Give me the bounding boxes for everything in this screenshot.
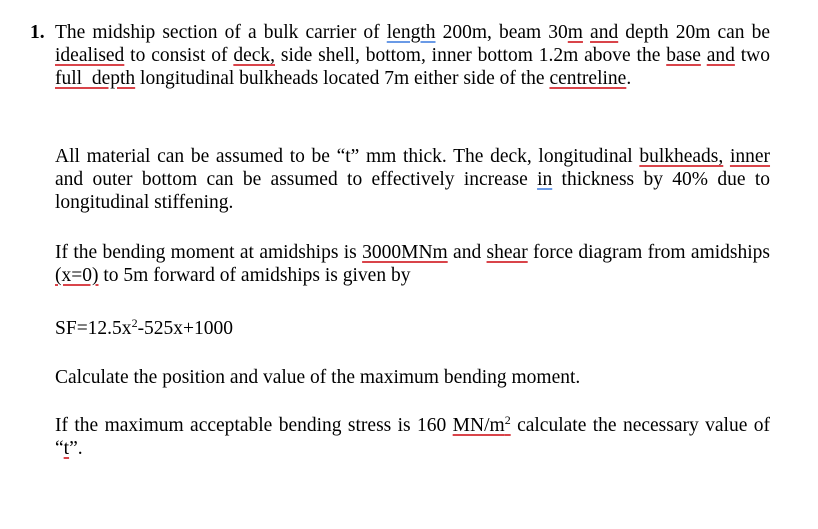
formula-suffix: -525x+1000	[137, 318, 234, 339]
spelling-flag-inner[interactable]: inner	[729, 146, 771, 167]
text-run	[723, 146, 730, 167]
text-run: All material can be assumed to be “t” mm thick. The deck, longitudinal	[55, 146, 640, 167]
bending-paragraph	[55, 241, 770, 287]
formula-prefix: SF=12.5x	[55, 318, 132, 339]
unit-exponent: 2	[504, 413, 511, 427]
text-run: to consist of	[124, 45, 234, 66]
text-run: and outer bottom can be assumed to effectively increase	[55, 169, 538, 190]
spelling-flag-idealised[interactable]: idealised	[55, 45, 125, 66]
grammar-flag-in[interactable]: in	[537, 169, 553, 190]
text-run: If the bending moment at amidships is	[55, 242, 363, 263]
spelling-flag-centreline[interactable]: centreline	[549, 68, 627, 89]
text-run: depth 20m can be	[618, 22, 770, 43]
intro-paragraph	[55, 21, 770, 90]
text-run: side shell, bottom, inner bottom 1.2m above the	[275, 45, 667, 66]
text-run: two	[734, 45, 770, 66]
text-run: to 5m forward of amidships is given by	[98, 265, 411, 286]
text-run: calculate the necessary value of “	[55, 415, 770, 459]
spelling-flag-mn-per-m2[interactable]	[453, 415, 511, 436]
calculate-instruction: Calculate the position and value of the maximum bending moment.	[55, 367, 581, 388]
spelling-flag-and-2[interactable]: and	[706, 45, 735, 66]
spelling-flag-and[interactable]: and	[590, 22, 619, 43]
spelling-flag-full-depth[interactable]: full depth	[55, 68, 136, 89]
spelling-flag-base[interactable]: base	[666, 45, 701, 66]
text-run: .	[626, 68, 632, 89]
spelling-flag-3000mnm[interactable]: 3000MNm	[362, 242, 448, 263]
material-paragraph	[55, 145, 770, 214]
text-run: If the maximum acceptable bending stress is 160	[55, 415, 453, 436]
text-run	[583, 22, 590, 43]
text-run: longitudinal bulkheads located 7m either side of the	[135, 68, 550, 89]
question-number: 1.	[30, 22, 45, 43]
spelling-flag-bulkheads[interactable]: bulkheads,	[639, 146, 724, 167]
text-run: force diagram from amidships	[527, 242, 770, 263]
text-run: 200m, beam 30	[435, 22, 568, 43]
text-run: thickness by 40% due to longitudinal stiffening.	[55, 169, 770, 213]
formula-exponent: 2	[131, 316, 138, 330]
text-run: ”.	[69, 438, 83, 459]
spelling-flag-deck[interactable]: deck,	[233, 45, 276, 66]
spelling-flag-x0[interactable]: (x=0)	[55, 265, 99, 286]
text-run: and	[447, 242, 487, 263]
grammar-flag-length[interactable]: length	[386, 22, 436, 43]
stress-paragraph	[55, 414, 770, 460]
text-run: The midship section of a bulk carrier of	[55, 22, 387, 43]
spelling-flag-t[interactable]: t	[63, 438, 70, 459]
spelling-flag-m[interactable]: m	[567, 22, 583, 43]
unit-base: MN/m	[452, 415, 505, 436]
shear-force-formula	[55, 317, 770, 340]
spelling-flag-shear[interactable]: shear	[486, 242, 528, 263]
